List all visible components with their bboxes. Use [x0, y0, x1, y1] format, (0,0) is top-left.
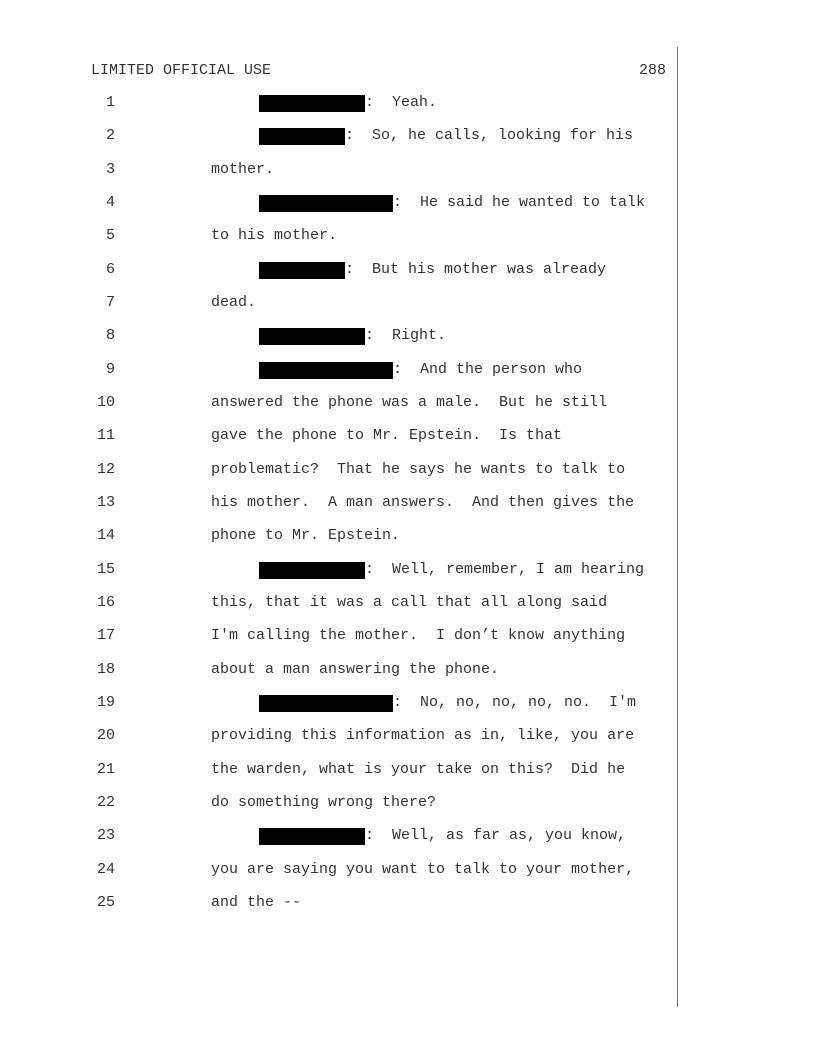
transcript-line [0, 493, 816, 513]
transcript-line [0, 226, 816, 246]
line-number: 2 [105, 127, 115, 144]
line-number: 23 [96, 827, 115, 844]
line-text: I'm calling the mother. I don’t know anything [211, 627, 626, 644]
transcript-line [0, 526, 816, 546]
line-text: : Well, as far as, you know, [365, 827, 627, 844]
transcript-line [0, 293, 816, 313]
line-number: 16 [96, 594, 115, 611]
transcript-line [0, 326, 816, 346]
line-number: 11 [96, 427, 115, 444]
redacted-speaker [259, 128, 345, 145]
transcript-line [0, 560, 816, 580]
line-text: : Well, remember, I am hearing [365, 561, 645, 578]
transcript-line [0, 160, 816, 180]
line-number: 14 [96, 527, 115, 544]
line-text: do something wrong there? [211, 794, 437, 811]
line-text: : And the person who [393, 361, 583, 378]
redacted-speaker [259, 695, 393, 712]
line-number: 24 [96, 861, 115, 878]
line-number: 18 [96, 661, 115, 678]
line-text: about a man answering the phone. [211, 661, 500, 678]
line-number: 12 [96, 461, 115, 478]
line-text: : So, he calls, looking for his [345, 127, 634, 144]
line-text: answered the phone was a male. But he still [211, 394, 608, 411]
line-number: 21 [96, 761, 115, 778]
line-number: 19 [96, 694, 115, 711]
line-text: gave the phone to Mr. Epstein. Is that [211, 427, 563, 444]
line-text: mother. [211, 161, 275, 178]
line-number: 5 [105, 227, 115, 244]
line-text: : But his mother was already [345, 261, 607, 278]
redacted-speaker [259, 95, 365, 112]
line-number: 17 [96, 627, 115, 644]
line-text: : Yeah. [365, 94, 438, 111]
line-number: 4 [105, 194, 115, 211]
line-text: : He said he wanted to talk [393, 194, 646, 211]
line-text: providing this information as in, like, you are [211, 727, 635, 744]
transcript-line [0, 826, 816, 846]
transcript-line [0, 660, 816, 680]
transcript-line [0, 460, 816, 480]
line-text: the warden, what is your take on this? Did he [211, 761, 626, 778]
line-text: his mother. A man answers. And then gives the [211, 494, 635, 511]
line-text: problematic? That he says he wants to talk to [211, 461, 626, 478]
transcript-line [0, 360, 816, 380]
line-text: to his mother. [211, 227, 338, 244]
line-text: dead. [211, 294, 257, 311]
transcript-line [0, 860, 816, 880]
transcript-line [0, 126, 816, 146]
line-number: 8 [105, 327, 115, 344]
line-number: 3 [105, 161, 115, 178]
transcript-line [0, 93, 816, 113]
transcript-line [0, 260, 816, 280]
line-number: 7 [105, 294, 115, 311]
line-text: phone to Mr. Epstein. [211, 527, 401, 544]
line-text: this, that it was a call that all along said [211, 594, 608, 611]
redacted-speaker [259, 262, 345, 279]
line-number: 15 [96, 561, 115, 578]
transcript-line [0, 760, 816, 780]
page-number: 288 [638, 62, 666, 79]
transcript-line [0, 793, 816, 813]
transcript-line [0, 893, 816, 913]
line-text: and the -- [211, 894, 302, 911]
transcript-line [0, 693, 816, 713]
redacted-speaker [259, 828, 365, 845]
line-number: 22 [96, 794, 115, 811]
line-text: : No, no, no, no, no. I'm [393, 694, 637, 711]
line-number: 9 [105, 361, 115, 378]
transcript-line [0, 593, 816, 613]
line-text: : Right. [365, 327, 447, 344]
transcript-line [0, 426, 816, 446]
transcript-line [0, 393, 816, 413]
line-number: 25 [96, 894, 115, 911]
line-number: 10 [96, 394, 115, 411]
line-number: 20 [96, 727, 115, 744]
redacted-speaker [259, 195, 393, 212]
classification-header: LIMITED OFFICIAL USE [91, 62, 272, 79]
transcript-line [0, 193, 816, 213]
transcript-line [0, 626, 816, 646]
line-number: 6 [105, 261, 115, 278]
redacted-speaker [259, 362, 393, 379]
transcript-line [0, 726, 816, 746]
redacted-speaker [259, 562, 365, 579]
line-number: 13 [96, 494, 115, 511]
line-number: 1 [105, 94, 115, 111]
line-text: you are saying you want to talk to your mother, [211, 861, 635, 878]
redacted-speaker [259, 328, 365, 345]
